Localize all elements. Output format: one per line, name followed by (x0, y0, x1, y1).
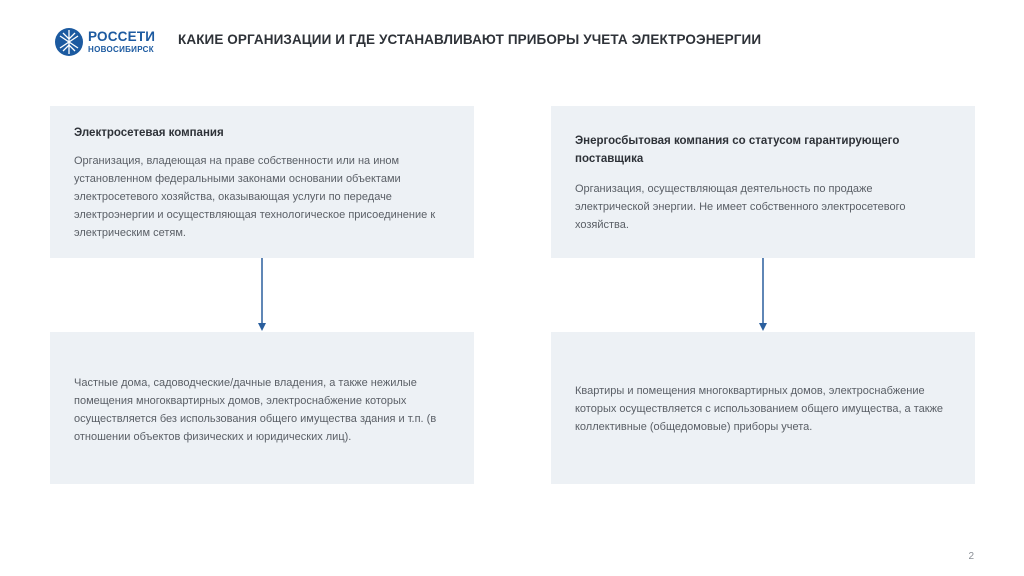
supplier-company-description: Организация, осуществляющая деятельность по продаже электрической энергии. Не имеет собственного электросетевого хозяйства. (575, 183, 906, 231)
supplier-company-objects-text: Квартиры и помещения многоквартирных домов, электроснабжение которых осуществляется с использованием общего имущества, а также коллективные (общедомовые) приборы учета. (575, 385, 944, 433)
grid-company-box (50, 106, 474, 258)
logo-name: РОССЕТИ (88, 29, 156, 44)
supplier-company-objects-box (551, 332, 975, 484)
arrow-down-icon (757, 258, 769, 332)
arrow-down-icon (256, 258, 268, 332)
grid-company-objects-box (50, 332, 474, 484)
grid-company-objects-text: Частные дома, садоводческие/дачные владения, а также нежилые помещения многоквартирных домов, электроснабжение которых осуществляется без использования общего имущества здания и т.п. (в отношении объектов физических и юридических лиц). (74, 377, 437, 443)
grid-company-description: Организация, владеющая на праве собственности или на ином установленном федеральными законами основании объектами электросетевого хозяйства, оказывающая услуги по передаче электроэнергии и осуществляющая технологическое присоединение к электрическим сетям. (74, 155, 436, 239)
supplier-company-title: Энергосбытовая компания со статусом гарантирующего поставщика (575, 135, 900, 165)
logo-subtitle: НОВОСИБИРСК (88, 45, 154, 54)
company-logo (54, 27, 154, 59)
grid-globe-icon (54, 27, 84, 57)
page-number: 2 (968, 551, 974, 562)
supplier-company-box (551, 106, 975, 258)
page-title: КАКИЕ ОРГАНИЗАЦИИ И ГДЕ УСТАНАВЛИВАЮТ ПРИБОРЫ УЧЕТА ЭЛЕКТРОЭНЕРГИИ (178, 32, 762, 47)
grid-company-title: Электросетевая компания (74, 127, 224, 139)
